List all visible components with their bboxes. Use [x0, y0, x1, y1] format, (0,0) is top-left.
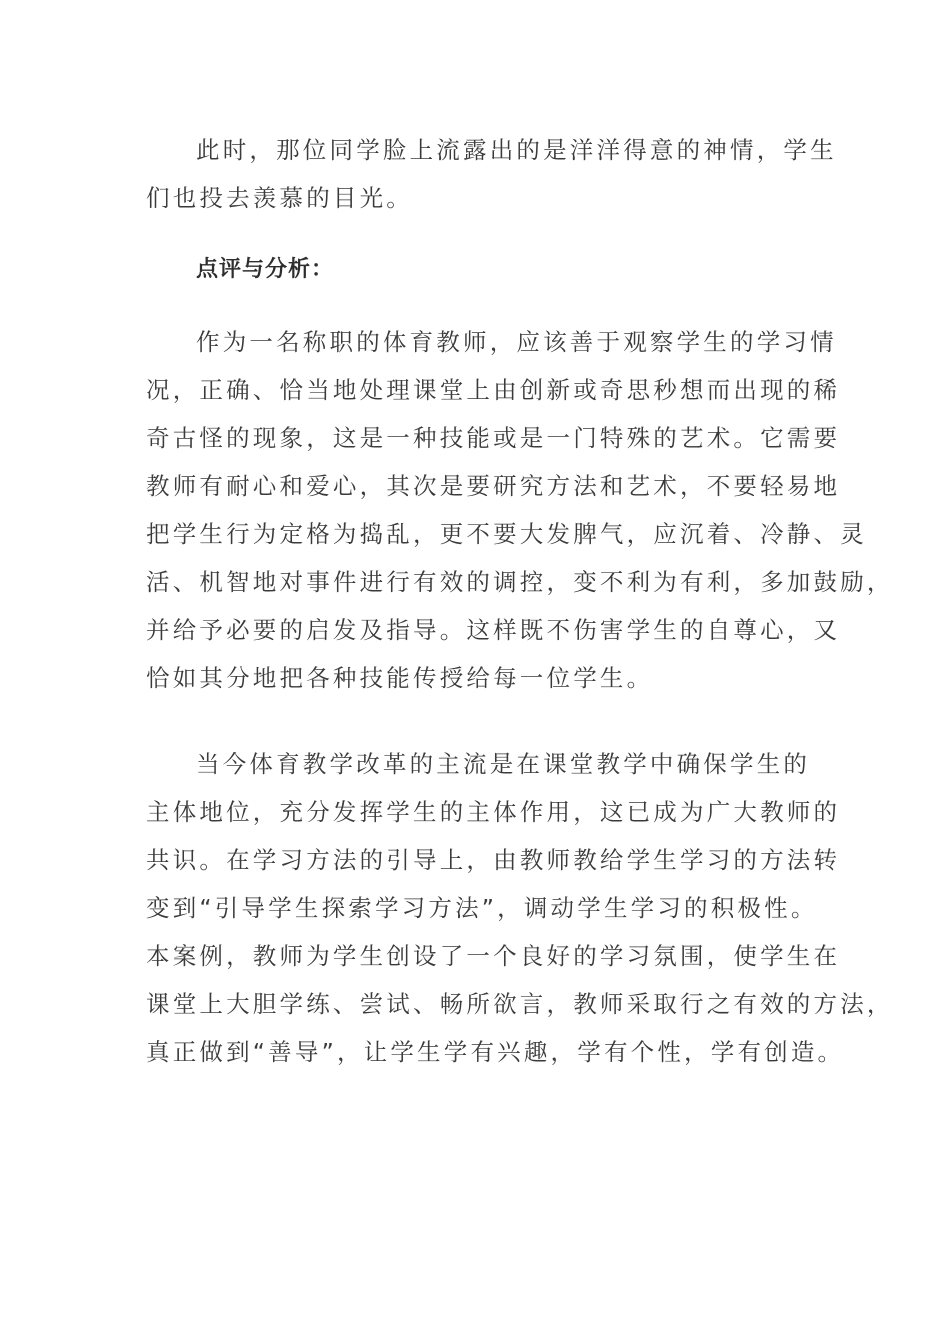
text-line: 并给予必要的启发及指导。这样既不伤害学生的自尊心，又 — [146, 616, 841, 644]
text-line: 教师有耐心和爱心，其次是要研究方法和艺术，不要轻易地 — [146, 472, 841, 500]
text-line: 奇古怪的现象，这是一种技能或是一门特殊的艺术。它需要 — [146, 424, 841, 452]
text-line: 把学生行为定格为捣乱，更不要大发脾气，应沉着、冷静、灵 — [146, 520, 867, 548]
text-line: 们也投去羡慕的目光。 — [146, 184, 413, 212]
text-line: 活、机智地对事件进行有效的调控，变不利为有利，多加鼓励， — [146, 568, 894, 596]
text-line: 变到“引导学生探索学习方法”，调动学生学习的积极性。 — [146, 894, 818, 922]
section-heading-block — [146, 246, 822, 294]
text-line: 真正做到“善导”，让学生学有兴趣，学有个性，学有创造。 — [146, 1038, 845, 1066]
paragraph-observation — [146, 126, 837, 222]
paragraph-reform — [146, 740, 894, 1076]
text-line: 课堂上大胆学练、尝试、畅所欲言，教师采取行之有效的方法， — [146, 990, 894, 1018]
paragraph-analysis — [146, 318, 894, 702]
text-line: 作为一名称职的体育教师，应该善于观察学生的学习情 — [196, 328, 837, 356]
text-line: 恰如其分地把各种技能传授给每一位学生。 — [146, 664, 654, 692]
text-line: 主体地位，充分发挥学生的主体作用，这已成为广大教师的 — [146, 798, 841, 826]
text-line: 况，正确、恰当地处理课堂上由创新或奇思秒想而出现的稀 — [146, 376, 841, 404]
text-line: 此时，那位同学脸上流露出的是洋洋得意的神情，学生 — [196, 136, 837, 164]
text-line: 本案例，教师为学生创设了一个良好的学习氛围，使学生在 — [146, 942, 841, 970]
section-heading: 点评与分析： — [196, 257, 335, 282]
text-line: 共识。在学习方法的引导上，由教师教给学生学习的方法转 — [146, 846, 841, 874]
text-line: 当今体育教学改革的主流是在课堂教学中确保学生的 — [196, 750, 811, 778]
